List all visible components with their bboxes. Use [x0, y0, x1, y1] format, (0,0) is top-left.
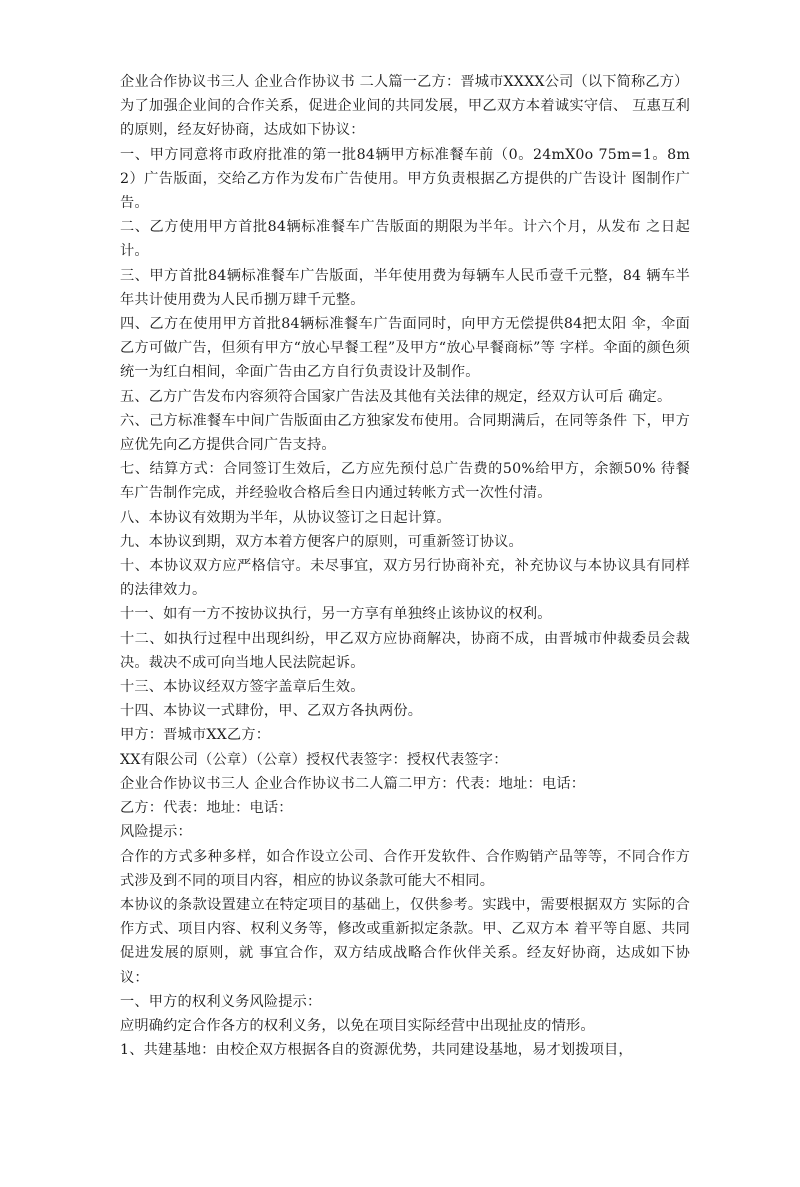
- clause-7: 七、结算方式：合同签订生效后，乙方应先预付总广告费的50%给甲方，余额50% 待餐车广告制作完成，并经验收合格后叁日内通过转帐方式一次性付清。: [120, 461, 690, 502]
- item-1-joint-base: 1、共建基地：由校企双方根据各自的资源优势，共同建设基地，易才划拨项目，: [120, 1042, 633, 1059]
- clause-4: 四、乙方在使用甲方首批84辆标准餐车广告面同时，向甲方无偿提供84把太阳 伞，伞面乙方可做广告，但须有甲方“放心早餐工程”及甲方“放心早餐商标”等 字样。伞面的颜色须统一为红白相间，伞面广告由乙方自行负责设计及制作。: [120, 316, 690, 381]
- document-body: [120, 70, 690, 1062]
- signature-party-line: 甲方：晋城市XX乙方：: [120, 727, 271, 744]
- clause-1: 一、甲方同意将市政府批准的第一批84辆甲方标准餐车前（0。24mX0o 75m=1。8m2）广告版面，交给乙方作为发布广告使用。甲方负责根据乙方提供的广告设计 图制作广告。: [120, 146, 690, 212]
- signature-seal-line: XX有限公司（公章）（公章）授权代表签字：授权代表签字：: [120, 751, 508, 768]
- risk-notice-paragraph-2: 本协议的条款设置建立在特定项目的基础上，仅供参考。实践中，需要根据双方 实际的合作方式、项目内容、权利义务等，修改或重新拟定条款。甲、乙双方本 着平等自愿、共同促进发展的原则，就 事宜合作，双方结成战略合作伙伴关系。经友好协商，达成如下协议：: [120, 896, 690, 986]
- clause-3: 三、甲方首批84辆标准餐车广告版面，半年使用费为每辆车人民币壹千元整，84 辆车半年共计使用费为人民币捌万肆千元整。: [120, 267, 690, 308]
- clause-14: 十四、本协议一式肆份，甲、乙双方各执两份。: [120, 703, 423, 720]
- party-a-rights-note: 应明确约定合作各方的权利义务，以免在项目实际经营中出现扯皮的情形。: [120, 1017, 595, 1034]
- risk-notice-paragraph-1: 合作的方式多种多样，如合作设立公司、合作开发软件、合作购销产品等等，不同合作方式涉及到不同的项目内容，相应的协议条款可能大不相同。: [120, 848, 690, 889]
- risk-notice-heading: 风险提示：: [120, 824, 192, 841]
- clause-9: 九、本协议到期，双方本着方便客户的原则，可重新签订协议。: [120, 533, 523, 550]
- doc-title-line: 企业合作协议书三人 企业合作协议书 二人篇一乙方：晋城市XXXX公司（以下简称乙方）: [120, 74, 689, 90]
- preamble-paragraph: 为了加强企业间的合作关系，促进企业间的共同发展，甲乙双方本着诚实守信、 互惠互利的原则，经友好协商，达成如下协议：: [120, 98, 690, 139]
- clause-6: 六、己方标准餐车中间广告版面由乙方独家发布使用。合同期满后，在同等条件 下，甲方应优先向乙方提供合同广告支持。: [120, 412, 690, 454]
- clause-10: 十、本协议双方应严格信守。未尽事宜，双方另行协商补充，补充协议与本协议具有同样的法律效力。: [120, 558, 690, 599]
- clause-5: 五、乙方广告发布内容须符合国家广告法及其他有关法律的规定，经双方认可后 确定。: [120, 388, 672, 405]
- second-agreement-header: 企业合作协议书三人 企业合作协议书二人篇二甲方：代表：地址：电话：: [120, 775, 586, 792]
- party-b-info-line: 乙方：代表：地址：电话：: [120, 800, 293, 817]
- clause-11: 十一、如有一方不按协议执行，另一方享有单独终止该协议的权利。: [120, 606, 552, 623]
- clause-8: 八、本协议有效期为半年，从协议签订之日起计算。: [120, 509, 451, 526]
- party-a-rights-heading: 一、甲方的权利义务风险提示：: [120, 993, 322, 1010]
- clause-13: 十三、本协议经双方签字盖章后生效。: [120, 679, 365, 696]
- clause-12: 十二、如执行过程中出现纠纷，甲乙双方应协商解决，协商不成，由晋城市仲裁委员会裁决。裁决不成可向当地人民法院起诉。: [120, 630, 690, 671]
- clause-2: 二、乙方使用甲方首批84辆标准餐车广告版面的期限为半年。计六个月，从发布 之日起计。: [120, 219, 690, 260]
